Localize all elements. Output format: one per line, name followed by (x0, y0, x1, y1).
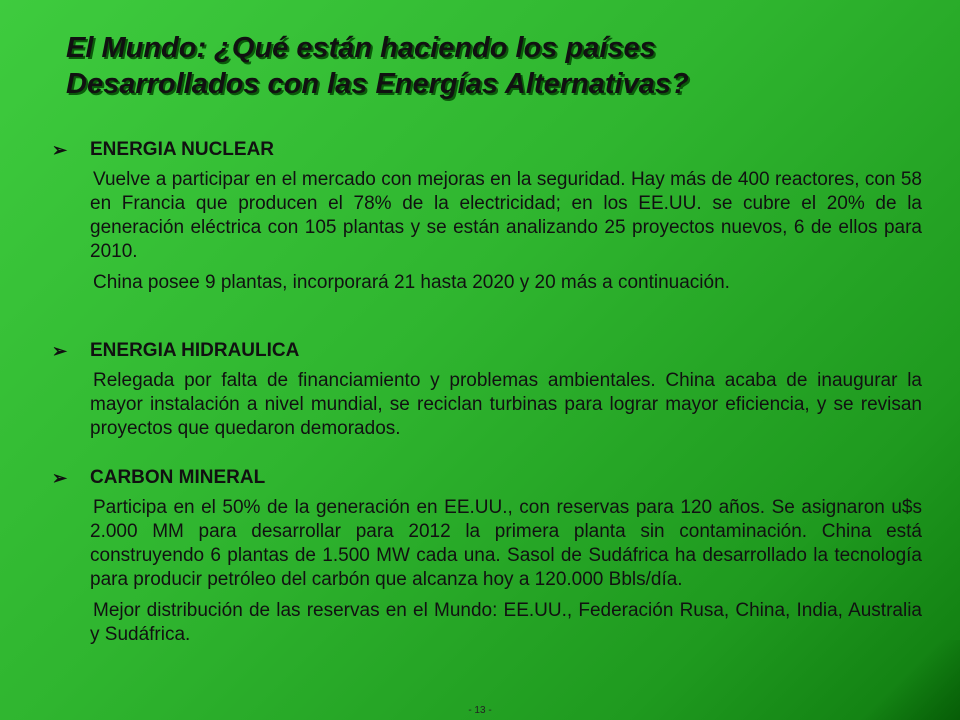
arrow-bullet-icon: ➢ (52, 468, 68, 488)
section-heading (52, 466, 922, 490)
section-paragraph: Mejor distribución de las reservas en el Mundo: EE.UU., Federación Rusa, China, India, Australia y Sudáfrica. (90, 600, 922, 645)
section-energia-nuclear (52, 138, 922, 295)
section-paragraph: Vuelve a participar en el mercado con mejoras en la seguridad. Hay más de 400 reactores, con 58 en Francia que producen el 78% de la electricidad; en los EE.UU. se cubre el 20% de la generación eléctrica con 105 plantas y se están analizando 25 proyectos nuevos, 6 de ellos para 2010. (90, 169, 922, 262)
section-heading (52, 138, 922, 162)
section-heading-text: CARBON MINERAL (90, 467, 266, 488)
section-paragraph: China posee 9 plantas, incorporará 21 hasta 2020 y 20 más a continuación. (93, 272, 730, 293)
title-line-2: Desarrollados con las Energías Alternativas? (66, 68, 689, 100)
section-paragraph: Relegada por falta de financiamiento y problemas ambientales. China acaba de inaugurar la mayor instalación a nivel mundial, se reciclan turbinas para lograr mayor eficiencia, y se revisan proyectos que quedaron demorados. (90, 370, 922, 439)
section-heading-text: ENERGIA HIDRAULICA (90, 340, 300, 361)
section-carbon-mineral (52, 466, 922, 647)
section-energia-hidraulica (52, 339, 922, 441)
page-number: - 13 - (468, 705, 492, 716)
arrow-bullet-icon: ➢ (52, 140, 68, 160)
slide-title (66, 30, 926, 102)
arrow-bullet-icon: ➢ (52, 341, 68, 361)
section-paragraph: Participa en el 50% de la generación en EE.UU., con reservas para 120 años. Se asignaron u$s 2.000 MM para desarrollar para 2012 la primera planta sin contaminación. China está construyendo 6 plantas de 1.500 MW cada una. Sasol de Sudáfrica ha desarrollado la tecnología para producir petróleo del carbón que alcanza hoy a 120.000 Bbls/día. (90, 497, 922, 590)
section-heading-text: ENERGIA NUCLEAR (90, 139, 275, 160)
section-heading (52, 339, 922, 363)
title-line-1: El Mundo: ¿Qué están haciendo los países (66, 32, 656, 64)
